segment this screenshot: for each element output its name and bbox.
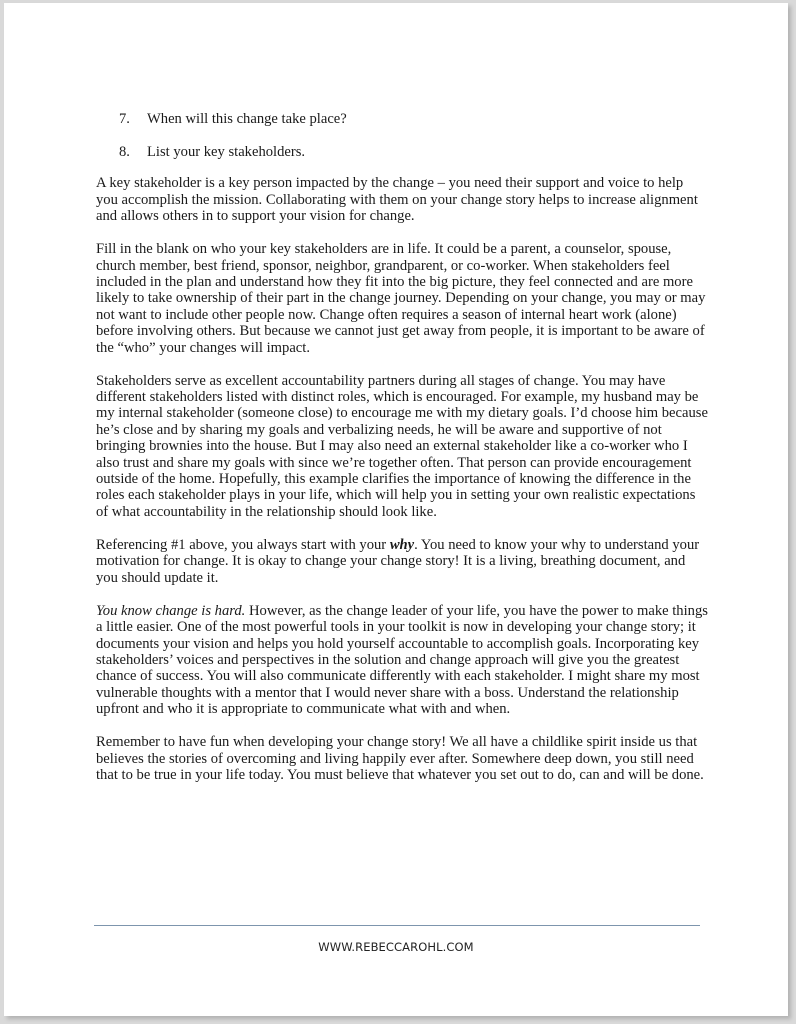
- text-span: However, as the change leader of your life, you have the power to make things a little easier. One of the most powerful tools in your toolkit is now in developing your change story; it documents your vision and helps you hold yourself accountable to accomplish goals. Incorporating key stakeholders’ voices and perspectives in the solution and change approach will give you the greatest chance of success. You will also communicate differently with each stakeholder. I might share my most vulnerable thoughts with a mentor that I would never share with a boss. Understand the relationship upfront and who it is appropriate to communicate what with and when.: [96, 602, 708, 718]
- list-number: 8.: [119, 143, 130, 160]
- paragraph-key-stakeholder-definition: A key stakeholder is a key person impacted by the change – you need their support and voice to help you accomplish the mission. Collaborating with them on your change story helps to increase alignment and allows others in to support your vision for change.: [96, 175, 698, 225]
- list-item: [96, 111, 708, 127]
- list-number: 7.: [119, 111, 130, 127]
- italic-lead: You know change is hard.: [96, 602, 246, 619]
- footer-website: WWW.REBECCAROHL.COM: [318, 940, 474, 954]
- numbered-list: [96, 111, 708, 160]
- paragraph-fill-in-stakeholders: Fill in the blank on who your key stakeholders are in life. It could be a parent, a counselor, spouse, church member, best friend, sponsor, neighbor, grandparent, or co-worker. When stakeholders feel included in the plan and understand how they fit into the big picture, they feel connected and are more likely to take ownership of their part in the change journey. Depending on your change, you may or may not want to include other people now. Change often requires a season of internal heart work (alone) before involving others. But because we cannot just get away from people, it is important to be aware of the “who” your changes will impact.: [96, 241, 706, 356]
- document-page: [4, 3, 788, 1016]
- paragraph-start-with-why: [96, 537, 708, 586]
- emphasis-why: why: [389, 536, 415, 553]
- text-span: . You need to know your why to understand your motivation for change. It is okay to change your change story! It is a living, breathing document, and you should update it.: [96, 536, 700, 586]
- list-text: List your key stakeholders.: [147, 143, 306, 160]
- paragraph-change-is-hard: [96, 603, 708, 718]
- document-body: [96, 111, 708, 783]
- paragraph-have-fun: Remember to have fun when developing your change story! We all have a childlike spirit inside us that believes the stories of overcoming and living happily ever after. Somewhere deep down, you still need that to be true in your life today. You must believe that whatever you set out to do, can and will be done.: [96, 734, 704, 783]
- list-item: [96, 144, 708, 160]
- list-text: When will this change take place?: [147, 111, 347, 127]
- text-span: Referencing #1 above, you always start with your: [96, 536, 390, 553]
- footer-divider: [94, 925, 700, 926]
- paragraph-accountability-partners: Stakeholders serve as excellent accountability partners during all stages of change. You may have different stakeholders listed with distinct roles, which is encouraged. For example, my husband may be my internal stakeholder (someone close) to encourage me with my dietary goals. I’d choose him because he’s close and by sharing my goals and verbalizing needs, he will be aware and supportive of not bringing brownies into the house. But I may also need an external stakeholder like a co-worker who I also trust and share my goals with since we’re together often. That person can provide encouragement outside of the home. Hopefully, this example clarifies the importance of knowing the difference in the roles each stakeholder plays in your life, which will help you in setting your own realistic expectations of what accountability in the relationship should look like.: [96, 372, 708, 520]
